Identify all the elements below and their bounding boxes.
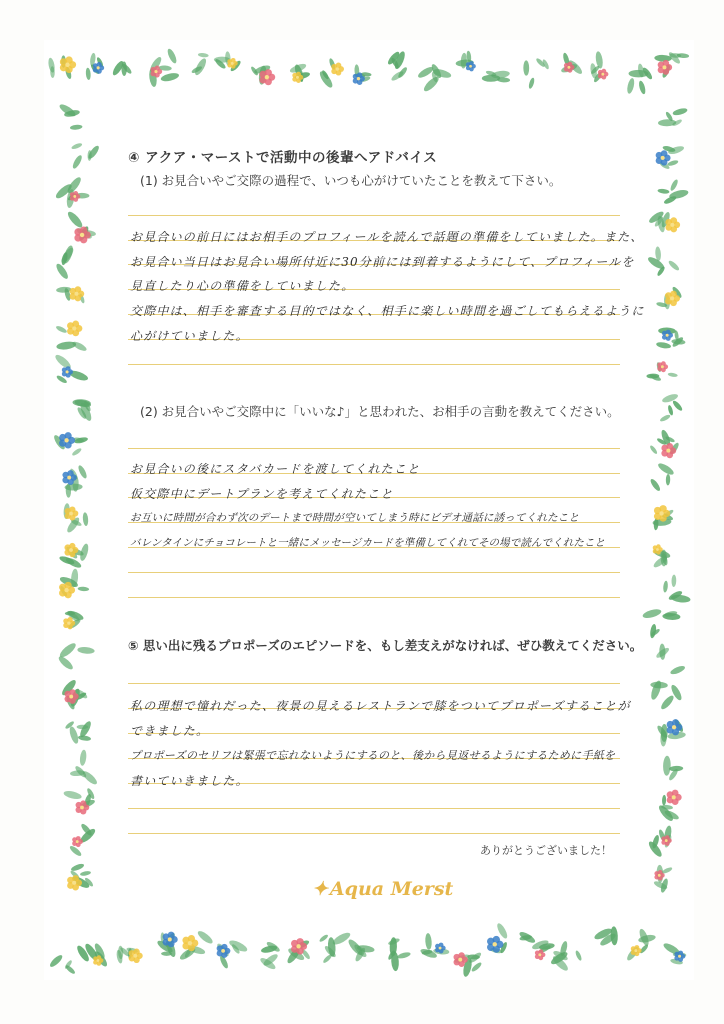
handwritten-answer-line: お見合いの前日にはお相手のプロフィールを読んで話題の準備をしていました。また、 — [130, 230, 644, 244]
handwritten-answer-line: 心がけていました。 — [130, 329, 249, 343]
answer-rule — [128, 808, 620, 809]
logo-text: Aqua Merst — [329, 878, 454, 900]
answer-rule — [128, 683, 620, 684]
handwritten-answer-line: お見合いの後にスタバカードを渡してくれたこと — [130, 462, 421, 476]
handwritten-answer-line: 仮交際中にデートプランを考えてくれたこと — [130, 487, 394, 501]
section4-title: ④ アクア・マーストで活動中の後輩へアドバイス — [128, 150, 438, 166]
handwritten-answer-line: プロポーズのセリフは緊張で忘れないようにするのと、後から見返せるようにするために手紙を — [130, 749, 616, 762]
thanks-message: ありがとうございました！ — [480, 844, 612, 857]
answer-rule — [128, 215, 620, 216]
handwritten-answer-line: お互いに時間が合わず次のデートまで時間が空いてしまう時にビデオ通話に誘ってくれたこと — [130, 512, 580, 524]
question-1-label: (1) お見合いやご交際の過程で、いつも心がけていたことを教えて下さい。 — [140, 173, 562, 188]
handwritten-answer-line: お見合い当日はお見合い場所付近に30分前には到着するようにして、プロフィールを — [130, 255, 635, 269]
answer-rule — [128, 833, 620, 834]
question-2-label: (2) お見合いやご交際中に「いいな♪」と思われた、お相手の言動を教えてください。 — [140, 404, 620, 419]
handwritten-answer-line: できました。 — [130, 724, 210, 738]
section5-title: ⑤ 思い出に残るプロポーズのエピソードを、もし差支えがなければ、ぜひ教えてください。 — [128, 638, 643, 653]
answer-rule — [128, 572, 620, 573]
handwritten-answer-line: バレンタインにチョコレートと一緒にメッセージカードを準備してくれてその場で読んでくれたこと — [130, 537, 606, 549]
aqua-merst-logo — [312, 878, 453, 900]
handwritten-answer-line: 書いていきました。 — [130, 774, 249, 788]
answer-rule — [128, 597, 620, 598]
answer-rule — [128, 364, 620, 365]
answer-rule — [128, 448, 620, 449]
handwritten-answer-line: 交際中は、相手を審査する目的ではなく、相手に楽しい時間を過ごしてもらえるように — [130, 304, 645, 318]
logo-mark-icon: ✦ — [312, 878, 328, 900]
handwritten-answer-line: 見直したり心の準備をしていました。 — [130, 279, 355, 293]
handwritten-answer-line: 私の理想で憧れだった、夜景の見えるレストランで膝をついてプロポーズすることが — [130, 699, 631, 713]
